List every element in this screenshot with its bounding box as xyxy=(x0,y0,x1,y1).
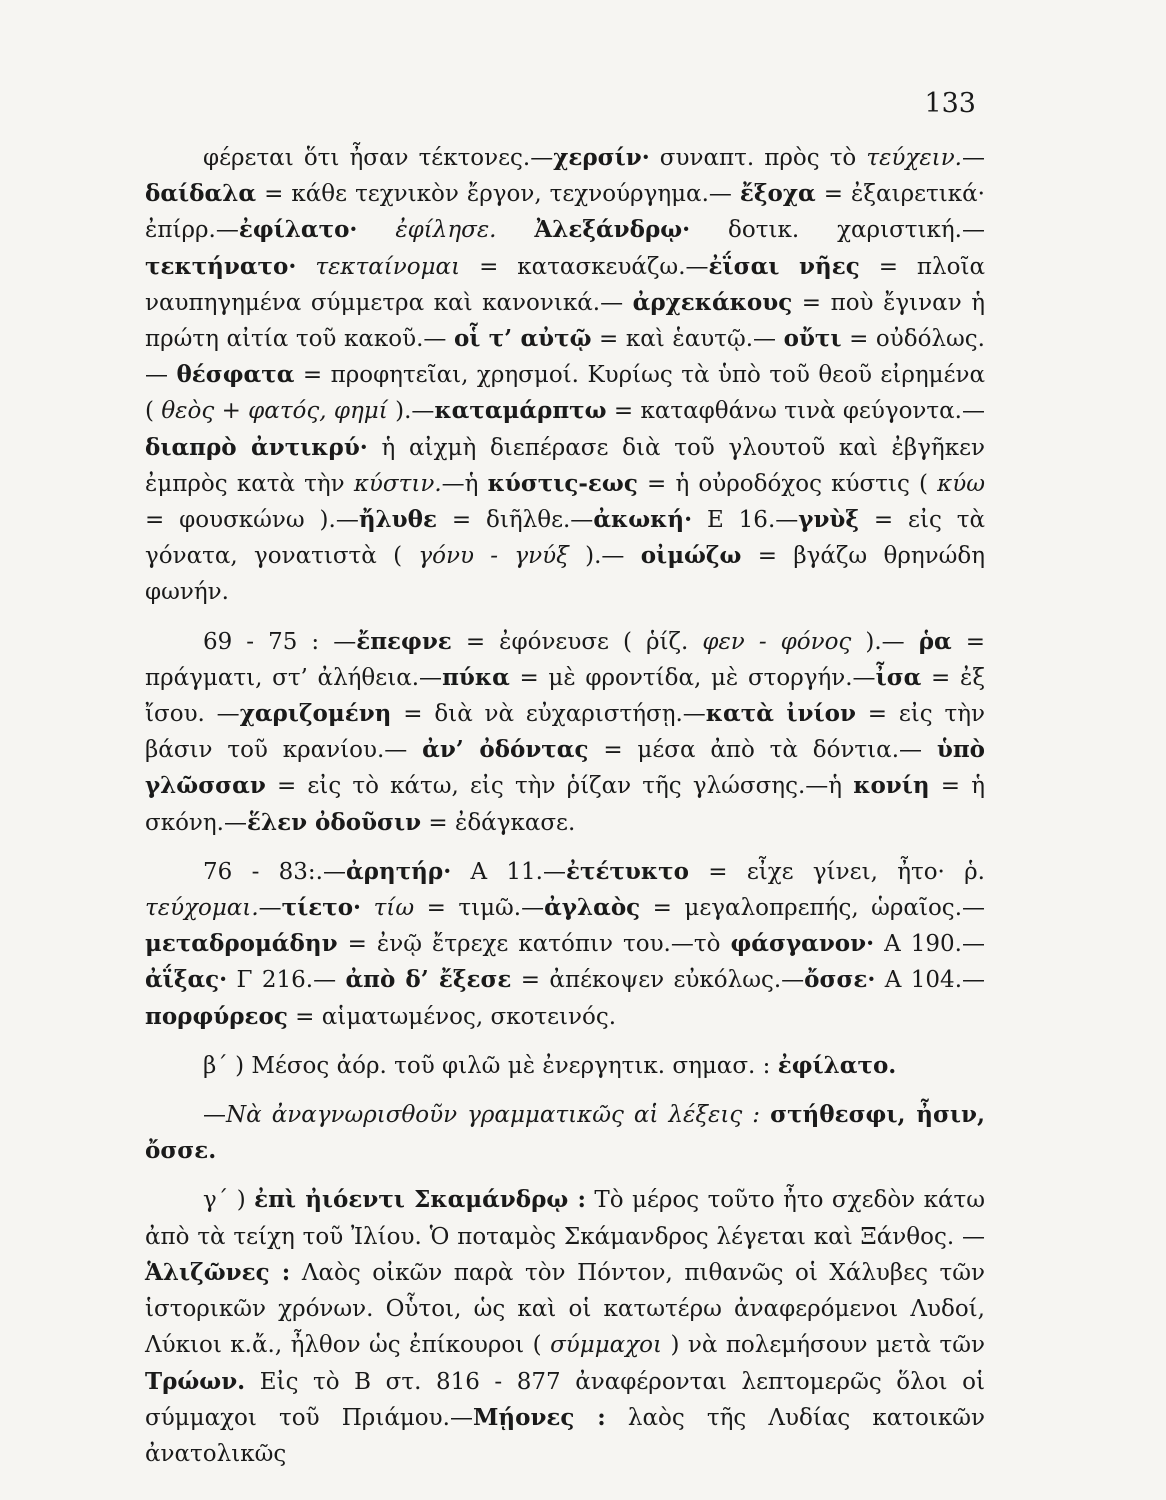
text-run: ).— xyxy=(387,398,435,425)
text-run: = μὲ φροντίδα, μὲ στοργήν.— xyxy=(509,664,876,691)
italic-term: γόνυ - γνύξ xyxy=(418,543,569,570)
italic-term: τίω xyxy=(373,895,415,922)
text-run: β΄ ) Μέσος ἀόρ. τοῦ φιλῶ μὲ ἐνεργητικ. σημασ. : xyxy=(203,1052,778,1079)
headword: οἷ τ’ αὐτῷ xyxy=(453,325,592,353)
text-run: = πράγματι, στ’ ἀλήθεια.— xyxy=(145,628,986,691)
text-run: = πλοῖα ναυπηγημένα σύμμετρα καὶ κανονικά.— xyxy=(145,253,986,316)
text-run: = κάθε τεχνικὸν ἔργον, τεχνούργημα.— xyxy=(256,181,740,208)
text-run: = αἱματωμένος, σκοτεινός. xyxy=(287,1003,617,1030)
headword: χερσίν· xyxy=(553,144,650,171)
text-run: 76 - 83:.— xyxy=(203,858,346,885)
italic-term: Νὰ ἀναγνωρισθοῦν γραμματικῶς αἱ λέξεις : xyxy=(226,1102,761,1129)
headword: ἐφίλατο. xyxy=(777,1051,897,1079)
text-run: Ε 16.— xyxy=(692,507,799,534)
text-run: = εἰς τὰ γόνατα, γονατιστὰ ( xyxy=(145,507,985,570)
headword: ἕλεν ὀδοῦσιν xyxy=(247,808,422,836)
text-run: = ἐνῷ ἔτρεχε κατόπιν του.—τὸ xyxy=(337,931,731,958)
text-run: Λαὸς οἰκῶν παρὰ τὸν Πόντον, πιθανῶς οἱ Χάλυβες τῶν ἱστορικῶν χρόνων. Οὗτοι, ὡς καὶ οἱ κατωτέρω ἀναφερόμενοι Λυδοί, Λύκιοι κ.ἄ., ἦλθον ὡς ἐπίκουροι ( xyxy=(145,1259,985,1359)
text-run: 69 - 75 : — xyxy=(203,628,357,655)
text-run: = κατασκευάζω.— xyxy=(460,253,709,280)
italic-term: θεὸς + φατός, φημί xyxy=(161,398,388,425)
headword: ἀρητήρ· xyxy=(345,857,452,885)
paragraph-3 xyxy=(145,854,985,1035)
headword: γνὺξ xyxy=(798,506,859,534)
text-run xyxy=(760,1102,770,1128)
headword: θέσφατα xyxy=(176,361,295,389)
headword: ἀγλαὸς xyxy=(544,894,641,922)
paragraph-6 xyxy=(145,1182,985,1472)
headword: διαπρὸ ἀντικρύ· xyxy=(145,433,368,461)
text-run: = ἡ οὐροδόχος κύστις ( xyxy=(637,470,938,497)
text-run: = ἐδάγκασε. xyxy=(421,809,576,836)
text-run: = ἐξαιρετικά· ἐπίρρ.— xyxy=(145,181,985,244)
text-run: ) νὰ πολεμήσουν μετὰ τῶν xyxy=(662,1332,985,1359)
text-run: φέρεται ὅτι ἦσαν τέκτονες.— xyxy=(203,145,554,171)
headword: Ἁλιζῶνες : xyxy=(145,1258,291,1286)
text-run: = εἶχε γίνει, ἦτο· ῥ. xyxy=(688,858,985,885)
headword: οὔτι xyxy=(783,325,842,353)
headword: ἔξοχα xyxy=(739,180,816,208)
headword: ἐφίλατο· xyxy=(238,216,358,244)
text-run xyxy=(497,217,535,243)
text-run: = φουσκώνω ).— xyxy=(145,507,359,534)
italic-term: κύστιν. xyxy=(353,470,442,497)
headword: ἔπεφνε xyxy=(356,627,452,655)
text-run xyxy=(361,895,374,921)
commentary-text xyxy=(145,140,985,1472)
headword: ῥα xyxy=(918,627,952,655)
headword: κύστις-εως xyxy=(487,469,638,497)
text-run: = ἐξ ἴσου. — xyxy=(145,664,986,728)
text-run: = μεγαλοπρεπής, ὡραῖος.— xyxy=(640,895,986,922)
paragraph-1 xyxy=(145,140,985,611)
text-run: — xyxy=(258,895,282,922)
headword: καταμάρπτω xyxy=(434,397,607,425)
headword: Ἀλεξάνδρῳ· xyxy=(534,216,691,244)
text-run: Α 11.— xyxy=(451,858,566,885)
text-run: ἡ αἰχμὴ διεπέρασε διὰ τοῦ γλουτοῦ καὶ ἐβγῆκεν ἐμπρὸς κατὰ τὴν xyxy=(145,434,985,497)
headword: στήθεσφι, ἦσιν, ὄσσε. xyxy=(145,1101,985,1165)
text-run: ).— xyxy=(568,543,641,570)
text-run: — xyxy=(203,1102,226,1129)
italic-term: φεν - φόνος xyxy=(702,628,852,655)
text-run: = καὶ ἑαυτῷ.— xyxy=(591,326,784,353)
text-run: Α 104.— xyxy=(875,967,985,994)
italic-term: ἐφίλησε. xyxy=(395,217,497,244)
italic-term: τεύχομαι. xyxy=(145,895,259,922)
text-run: ).— xyxy=(851,628,919,655)
headword: τίετο· xyxy=(281,894,362,922)
headword: τεκτήνατο· xyxy=(145,252,297,280)
headword: ἀρχεκάκους xyxy=(632,288,793,316)
headword: ὑπὸ γλῶσσαν xyxy=(145,736,985,800)
text-run: Τὸ μέρος τοῦτο ἦτο σχεδὸν κάτω ἀπὸ τὰ τείχη τοῦ Ἰλίου. Ὁ ποταμὸς Σκάμανδρος λέγεται καὶ Ξάνθος. — xyxy=(145,1187,985,1250)
text-run: Γ 216.— xyxy=(227,967,346,994)
text-run: —ἡ xyxy=(441,470,488,497)
text-run: = ποὺ ἔγιναν ἡ πρώτη αἰτία τοῦ κακοῦ.— xyxy=(145,289,985,353)
text-run: δοτικ. χαριστική.— xyxy=(690,217,985,244)
text-run: Α 190.— xyxy=(874,931,985,958)
text-run: Εἰς τὸ Β στ. 816 - 877 ἀναφέρονται λεπτομερῶς ὅλοι οἱ σύμμαχοι τοῦ Πριάμου.— xyxy=(145,1368,985,1431)
headword: χαριζομένη xyxy=(239,700,392,728)
paragraph-4 xyxy=(145,1048,985,1084)
headword: οἰμώζω xyxy=(640,542,742,570)
headword: ἐτέτυκτο xyxy=(566,857,689,885)
headword: μεταδρομάδην xyxy=(145,930,338,958)
headword: ὄσσε· xyxy=(804,966,876,994)
headword: φάσγανον· xyxy=(730,930,875,958)
text-run: = καταφθάνω τινὰ φεύγοντα.— xyxy=(606,398,985,425)
text-run: συναπτ. πρὸς τὸ xyxy=(649,145,867,171)
text-run: = οὐδόλως.— xyxy=(145,326,985,389)
headword: πύκα xyxy=(442,663,510,691)
text-run xyxy=(296,254,315,280)
paragraph-2 xyxy=(145,624,985,841)
headword: ἐΐσαι νῆες xyxy=(708,252,860,280)
headword: ἤλυθε xyxy=(358,506,437,534)
headword: ἀπὸ δ’ ἔξεσε xyxy=(345,966,512,994)
text-run: = ἐφόνευσε ( ῥίζ. xyxy=(451,628,703,655)
text-run: = μέσα ἀπὸ τὰ δόντια.— xyxy=(588,737,937,764)
text-run: γ΄ ) xyxy=(203,1187,255,1214)
headword: ἀν’ ὀδόντας xyxy=(422,736,589,764)
text-run: = διῆλθε.— xyxy=(436,507,594,534)
text-run: = διὰ νὰ εὐχαριστήσῃ.— xyxy=(391,701,706,728)
text-run: λαὸς τῆς Λυδίας κατοικῶν ἀνατολικῶς xyxy=(145,1404,985,1467)
text-run: = βγάζω θρηνώδη φωνήν. xyxy=(145,543,985,606)
page-number: 133 xyxy=(924,88,976,119)
text-run: — xyxy=(962,145,985,171)
italic-term: τεύχειν. xyxy=(866,145,962,171)
text-run: = εἰς τὸ κάτω, εἰς τὴν ῥίζαν τῆς γλώσσης.—ἡ xyxy=(265,773,854,800)
text-run: = ἡ σκόνη.— xyxy=(145,773,985,836)
headword: ἀΐξας· xyxy=(145,966,228,994)
text-run: = εἰς τὴν βάσιν τοῦ κρανίου.— xyxy=(145,701,986,764)
italic-term: κύω xyxy=(937,470,985,497)
headword: Μῄονες : xyxy=(472,1403,606,1431)
paragraph-5 xyxy=(145,1097,985,1169)
headword: ἐπὶ ἠιόεντι Σκαμάνδρῳ : xyxy=(254,1186,586,1214)
headword: πορφύρεος xyxy=(145,1002,288,1030)
headword: δαίδαλα xyxy=(145,180,257,208)
italic-term: τεκταίνομαι xyxy=(315,253,461,280)
headword: Τρώων. xyxy=(145,1367,246,1395)
headword: ἶσα xyxy=(875,663,922,691)
headword: κονίη xyxy=(853,772,930,800)
text-run: = τιμῶ.— xyxy=(414,895,545,922)
text-run: = προφητεῖαι, χρησμοί. Κυρίως τὰ ὑπὸ τοῦ θεοῦ εἰρημένα ( xyxy=(145,362,985,425)
text-run: = ἀπέκοψεν εὐκόλως.— xyxy=(511,967,805,994)
italic-term: σύμμαχοι xyxy=(550,1332,662,1359)
text-run xyxy=(357,217,395,243)
headword: κατὰ ἰνίον xyxy=(705,700,856,728)
headword: ἀκωκή· xyxy=(593,506,693,534)
